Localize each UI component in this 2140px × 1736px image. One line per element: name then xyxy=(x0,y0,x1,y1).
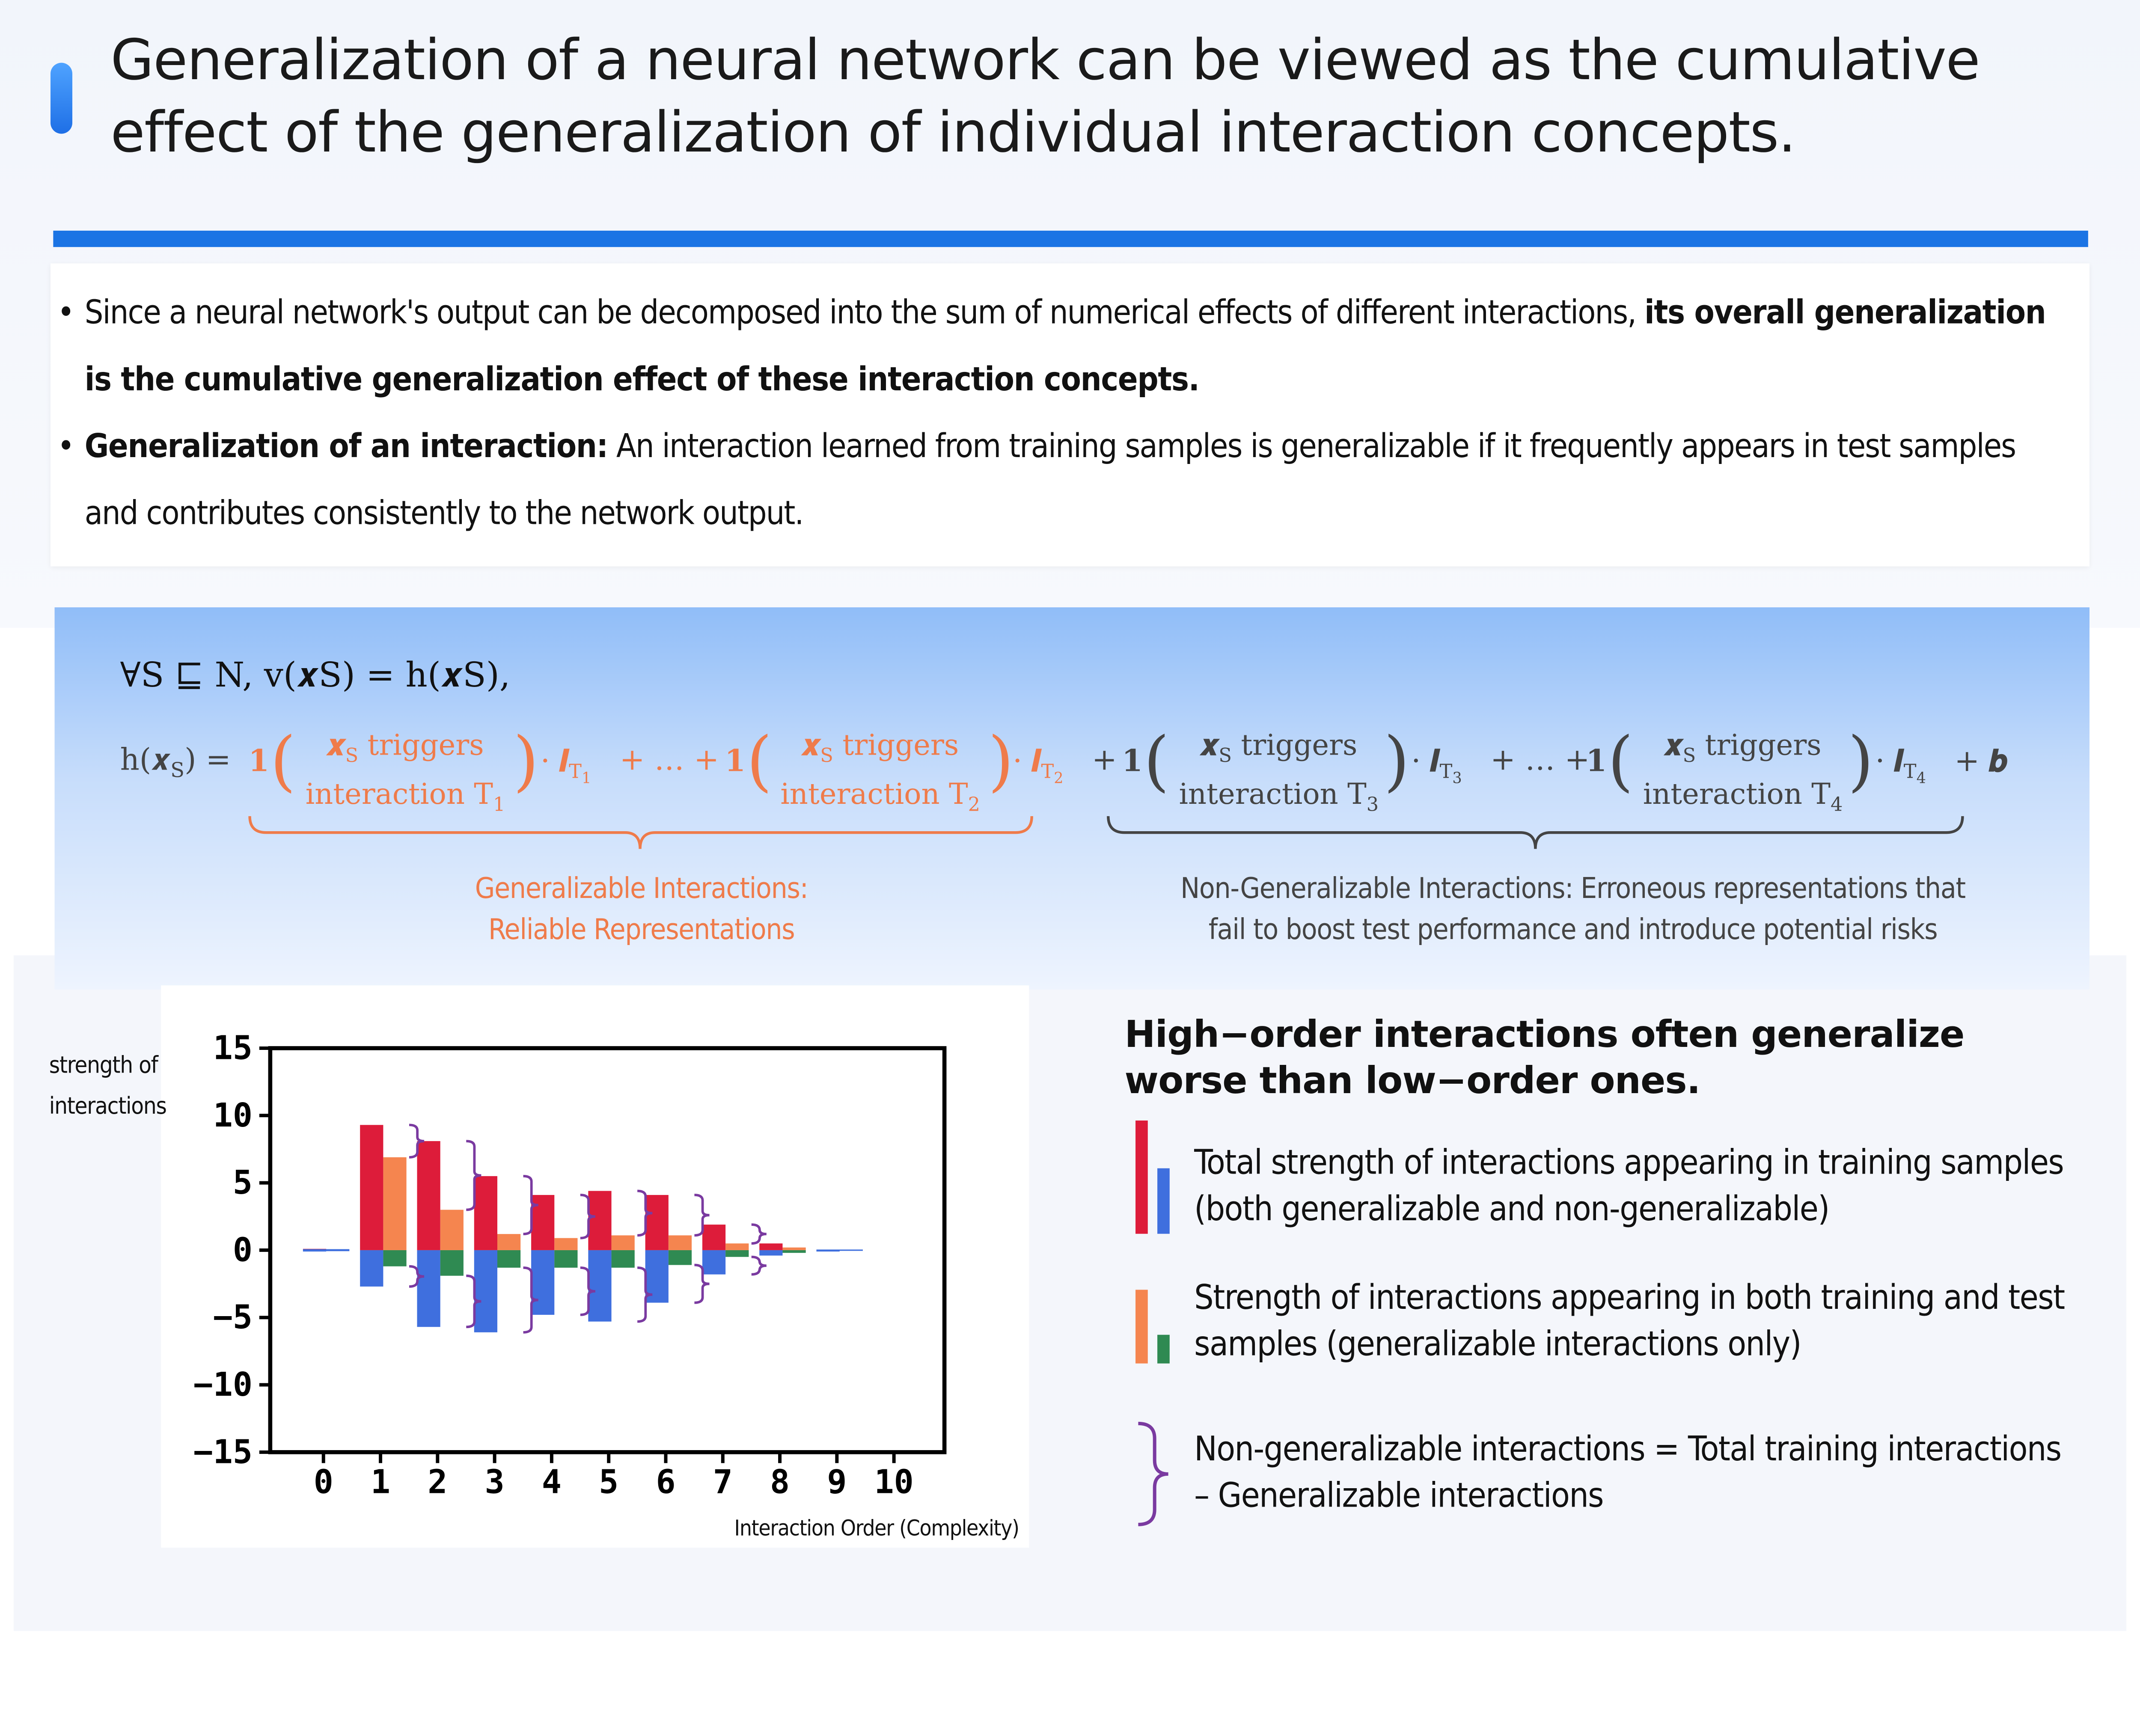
plus-ellipsis-1: + … + xyxy=(619,743,719,778)
bar-test-pos-7 xyxy=(725,1243,749,1250)
bar-test-pos-5 xyxy=(612,1235,635,1250)
bar-train-pos-6 xyxy=(645,1195,669,1250)
legend-test-pos-swatch xyxy=(1135,1290,1148,1363)
page-title: Generalization of a neural network can be viewed as the cumulative effect of the generalization of individual interaction concepts. xyxy=(110,27,1980,165)
interaction-effect-1: · 𝑰$_{T_1}$ xyxy=(540,743,591,788)
y-tick-label: 0 xyxy=(232,1231,253,1269)
bar-train-pos-2 xyxy=(417,1141,440,1250)
page: Generalization of a neural network can be viewed as the cumulative effect of the generalization of individual interaction concepts. • Since a neural network's output can be decomposed into the sum of numerical effects of different interactions, its overall generalization is the cumulative generalization effect of these interaction concepts. • Generalization of an interaction: An interaction learned from training samples is generalizable if it frequently appears in test samples and contributes consistently to the network output. ∀S ⊑ N, v(𝒙S) = h(𝒙S), h(𝒙$_S$) = 1 ( 𝒙$_S$ triggers interaction $T_1$ ) · 𝑰$_{T_1}$ + … + 1 ( 𝒙$_S$ triggers interaction $T_2$ ) · 𝑰$_{T_2}$ + 1 ( 𝒙$_S$ triggers interaction $T_3$ ) · 𝑰$_{T_3}$ + … + 1 ( 𝒙$_S$ triggers interaction $T_4$ ) · 𝑰$_{T_4}$ + 𝒃 Generalizable Interactions: Reliable Representations Non-Generalizable Interactions: Erroneous representations that fail to boost test performance and introduce potential risks strength of interactions Interaction Order (Complexity) 15 10 5 0 −5 −10 −15 0 1 2 3 4 5 6 7 8 9 10 High−order interactions often generalize worse than low−order ones. Total strength of interactions appearing in training samples (both generalizable and non-generalizable) Strength of interactions appearing in both training and test samples (generalizable interactions only) Non-generalizable interactions = Total training interactions – Generalizable interactions xyxy=(0,0,2140,1715)
generalizable-label: Generalizable Interactions: Reliable Representations xyxy=(475,872,808,946)
x-tick-label: 7 xyxy=(713,1463,733,1501)
bar-test-neg-2 xyxy=(440,1250,464,1276)
x-tick-label: 9 xyxy=(827,1463,847,1501)
bar-train-neg-4 xyxy=(531,1250,554,1315)
x-tick-label: 2 xyxy=(428,1463,448,1501)
bar-train-pos-3 xyxy=(474,1176,497,1250)
chart-headline: High−order interactions often generalize worse than low−order ones. xyxy=(1124,1014,1965,1103)
legend-test-neg-swatch xyxy=(1157,1335,1170,1364)
bullet-1: • Since a neural network's output can be decomposed into the sum of numerical effects of different interactions, its overall generalization is the cumulative generalization effect of these interaction concepts. xyxy=(57,293,2046,399)
h-of-x: h(𝒙$_S$) = xyxy=(120,743,231,783)
y-axis-label: strength of interactions xyxy=(49,1052,166,1121)
bullet-1-plain: Since a neural network's output can be decomposed into the sum of numerical effects of different interactions, xyxy=(84,293,1636,332)
bar-test-neg-6 xyxy=(669,1250,692,1265)
bar-train-neg-5 xyxy=(588,1250,611,1322)
bar-train-pos-5 xyxy=(588,1191,611,1250)
x-tick-label: 3 xyxy=(484,1463,505,1501)
y-tick-label: −5 xyxy=(213,1298,253,1337)
legend-train-pos-swatch xyxy=(1135,1121,1148,1234)
interaction-effect-3: · 𝑰$_{T_3}$ xyxy=(1411,743,1462,788)
x-tick-label: 6 xyxy=(656,1463,676,1501)
plus-2: + xyxy=(1092,743,1117,778)
bar-train-pos-7 xyxy=(702,1225,725,1250)
interaction-effect-2: · 𝑰$_{T_2}$ xyxy=(1013,743,1064,788)
y-tick-label: 10 xyxy=(213,1096,253,1135)
y-tick-label: −15 xyxy=(193,1433,253,1471)
legend-non-generalizable: Non-generalizable interactions = Total training interactions – Generalizable interactions xyxy=(1194,1429,2061,1515)
y-tick-label: 15 xyxy=(213,1029,253,1067)
y-tick-label: 5 xyxy=(232,1164,253,1202)
bar-test-neg-4 xyxy=(554,1250,577,1268)
bar-train-neg-2 xyxy=(417,1250,440,1327)
bar-test-neg-8 xyxy=(782,1250,805,1253)
x-tick-label: 5 xyxy=(599,1463,619,1501)
bar-train-neg-8 xyxy=(759,1250,782,1256)
bar-test-pos-2 xyxy=(440,1210,464,1250)
plus-bias: + 𝒃 xyxy=(1954,743,2008,779)
indicator-4: 1 xyxy=(1586,743,1607,779)
bullet-2-plain: An interaction learned from training samples is generalizable if it frequently appears in test samples and contributes consistently to the network output. xyxy=(84,427,2016,532)
bullet-2: • Generalization of an interaction: An interaction learned from training samples is generalizable if it frequently appears in test samples and contributes consistently to the network output. xyxy=(57,427,2016,532)
x-axis-label: Interaction Order (Complexity) xyxy=(734,1515,1019,1541)
non-generalizable-label: Non-Generalizable Interactions: Erroneous representations that fail to boost test performance and introduce potential risks xyxy=(1180,872,1965,946)
bar-test-neg-5 xyxy=(612,1250,635,1268)
indicator-2: 1 xyxy=(725,743,746,779)
x-tick-label: 8 xyxy=(770,1463,790,1501)
x-tick-label: 0 xyxy=(313,1463,333,1501)
bar-train-neg-7 xyxy=(702,1250,725,1275)
formula-line-1: ∀S ⊑ N, v(𝒙S) = h(𝒙S), xyxy=(120,655,511,695)
plus-ellipsis-3: + … + xyxy=(1490,743,1590,778)
trigger-term-2: 𝒙$_S$ triggers interaction $T_2$ xyxy=(780,727,981,817)
bar-train-neg-3 xyxy=(474,1250,497,1332)
legend-train-neg-swatch xyxy=(1157,1168,1170,1234)
bar-test-neg-7 xyxy=(725,1250,749,1257)
bar-train-neg-1 xyxy=(360,1250,383,1287)
bar-test-pos-8 xyxy=(782,1248,805,1250)
bar-test-pos-3 xyxy=(497,1234,520,1250)
trigger-term-1: 𝒙$_S$ triggers interaction $T_1$ xyxy=(305,727,505,817)
x-tick-label: 10 xyxy=(874,1463,914,1501)
bar-test-pos-4 xyxy=(554,1238,577,1250)
trigger-term-4: 𝒙$_S$ triggers interaction $T_4$ xyxy=(1643,727,1843,817)
bar-test-pos-1 xyxy=(383,1157,406,1250)
legend-generalizable-strength: Strength of interactions appearing in both training and test samples (generalizable interactions only) xyxy=(1194,1277,2065,1364)
x-tick-label: 1 xyxy=(370,1463,391,1501)
legend-brace-icon xyxy=(1130,1419,1193,1528)
bullet-1-bold: its overall generalization is the cumulative generalization effect of these interaction concepts. xyxy=(84,293,2046,399)
bar-test-pos-6 xyxy=(669,1235,692,1250)
bar-train-pos-8 xyxy=(759,1243,782,1250)
bullet-2-bold: Generalization of an interaction: xyxy=(84,427,608,466)
bar-test-neg-3 xyxy=(497,1250,520,1268)
bar-train-pos-1 xyxy=(360,1125,383,1250)
trigger-term-3: 𝒙$_S$ triggers interaction $T_3$ xyxy=(1179,727,1379,817)
interaction-effect-4: · 𝑰$_{T_4}$ xyxy=(1875,743,1926,788)
bar-test-neg-1 xyxy=(383,1250,406,1266)
x-tick-label: 4 xyxy=(541,1463,562,1501)
y-tick-label: −10 xyxy=(193,1366,253,1404)
legend-total-strength: Total strength of interactions appearing in training samples (both generalizable and non-generalizable) xyxy=(1194,1142,2064,1228)
indicator-3: 1 xyxy=(1122,743,1143,779)
indicator-1: 1 xyxy=(248,743,270,779)
bar-train-pos-4 xyxy=(531,1195,554,1250)
